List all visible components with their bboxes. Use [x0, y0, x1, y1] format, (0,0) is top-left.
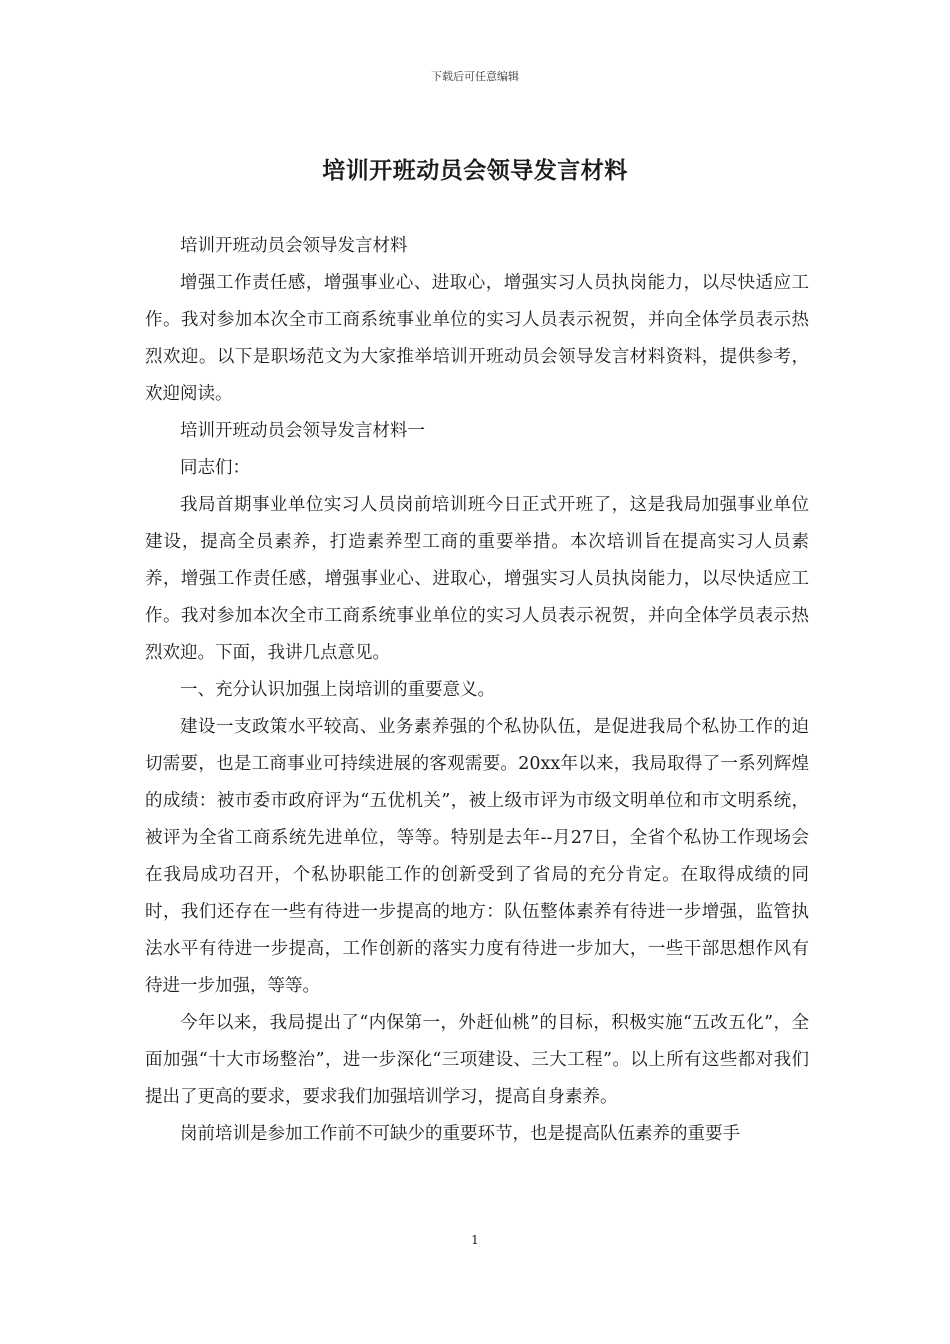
paragraph-section-heading: 培训开班动员会领导发言材料一: [180, 421, 425, 441]
paragraph-training: 岗前培训是参加工作前不可缺少的重要环节，也是提高队伍素养的重要手: [180, 1124, 740, 1144]
paragraph-goals: 今年以来，我局提出了“内保第一，外赶仙桃”的目标，积极实施“五改五化”，全面加强“十大市场整治”，进一步深化“三项建设、三大工程”。以上所有这些都对我们提出了更高的要求，要求我们加强培训学习，提高自身素养。: [145, 1013, 809, 1107]
paragraph-salutation: 同志们：: [180, 458, 250, 478]
page-header-note: 下载后可任意编辑: [431, 70, 519, 83]
document-title: 培训开班动员会领导发言材料: [322, 157, 628, 184]
paragraph-intro: 增强工作责任感，增强事业心、进取心，增强实习人员执岗能力，以尽快适应工作。我对参加本次全市工商系统事业单位的实习人员表示祝贺，并向全体学员表示热烈欢迎。以下是职场范文为大家推举培训开班动员会领导发言材料资料，提供参考，欢迎阅读。: [145, 273, 809, 404]
paragraph-opening: 我局首期事业单位实习人员岗前培训班今日正式开班了，这是我局加强事业单位建设，提高全员素养，打造素养型工商的重要举措。本次培训旨在提高实习人员素养，增强工作责任感，增强事业心、进取心，增强实习人员执岗能力，以尽快适应工作。我对参加本次全市工商系统事业单位的实习人员表示祝贺，并向全体学员表示热烈欢迎。下面，我讲几点意见。: [145, 495, 809, 663]
paragraph-subtitle: 培训开班动员会领导发言材料: [180, 236, 408, 256]
paragraph-achievements: 建设一支政策水平较高、业务素养强的个私协队伍，是促进我局个私协工作的迫切需要，也是工商事业可持续进展的客观需要。20xx年以来，我局取得了一系列辉煌的成绩：被市委市政府评为“五优机关”，被上级市评为市级文明单位和市文明系统，被评为全省工商系统先进单位，等等。特别是去年--月27日，全省个私协工作现场会在我局成功召开，个私协职能工作的创新受到了省局的充分肯定。在取得成绩的同时，我们还存在一些有待进一步提高的地方：队伍整体素养有待进一步增强，监管执法水平有待进一步提高，工作创新的落实力度有待进一步加大，一些干部思想作风有待进一步加强，等等。: [145, 717, 809, 996]
page-number: 1: [471, 1233, 479, 1247]
paragraph-point-one-heading: 一、充分认识加强上岗培训的重要意义。: [180, 680, 495, 700]
document-body: [145, 228, 809, 1153]
